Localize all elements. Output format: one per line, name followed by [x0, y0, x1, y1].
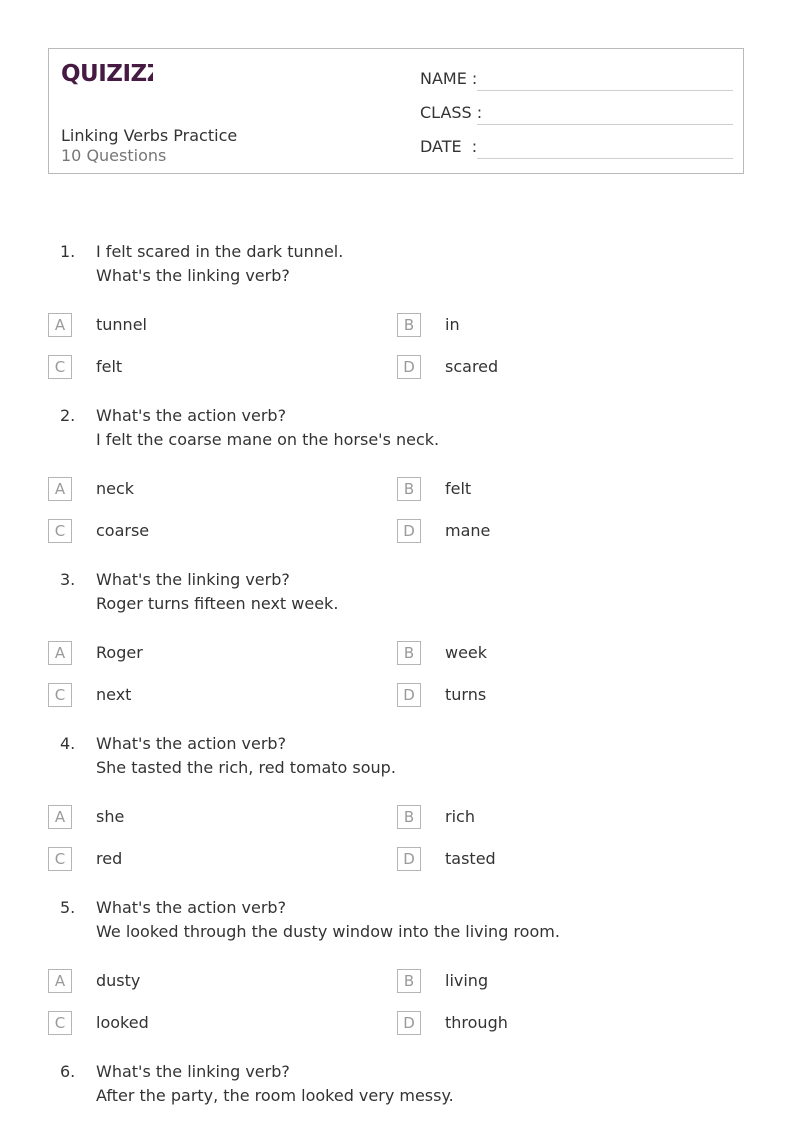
option-text: scared: [445, 357, 499, 376]
class-line[interactable]: [477, 124, 733, 125]
option-letter-box[interactable]: C: [48, 355, 72, 379]
option-letter-box[interactable]: D: [397, 519, 421, 543]
option-letter-box[interactable]: A: [48, 313, 72, 337]
option-letter-box[interactable]: A: [48, 641, 72, 665]
option-text: through: [445, 1013, 508, 1032]
question-count: 10 Questions: [61, 146, 167, 165]
question-line-1: What's the action verb?: [96, 734, 287, 753]
option-text: in: [445, 315, 460, 334]
option-text: week: [445, 643, 488, 662]
question-number: 2.: [60, 406, 76, 425]
option-letter-box[interactable]: C: [48, 519, 72, 543]
option-letter-box[interactable]: A: [48, 477, 72, 501]
option-letter-box[interactable]: B: [397, 477, 421, 501]
option-letter-box[interactable]: A: [48, 805, 72, 829]
question-line-1: What's the action verb?: [96, 898, 287, 917]
option-text: turns: [445, 685, 487, 704]
date-field[interactable]: [420, 137, 477, 156]
option-text: tunnel: [96, 315, 147, 334]
option-text: felt: [96, 357, 123, 376]
option-letter-box[interactable]: B: [397, 641, 421, 665]
option-text: neck: [96, 479, 135, 498]
option-text: living: [445, 971, 489, 990]
question-line-2: She tasted the rich, red tomato soup.: [96, 758, 396, 777]
question-line-1: What's the action verb?: [96, 406, 287, 425]
question-line-2: I felt the coarse mane on the horse's neck.: [96, 430, 440, 449]
date-line[interactable]: [477, 158, 733, 159]
worksheet-title: Linking Verbs Practice: [61, 126, 238, 145]
option-text: red: [96, 849, 123, 868]
option-text: Roger: [96, 643, 143, 662]
option-text: looked: [96, 1013, 149, 1032]
quizizz-logo: [61, 59, 153, 91]
option-text: mane: [445, 521, 491, 540]
option-text: dusty: [96, 971, 141, 990]
question-line-2: After the party, the room looked very messy.: [96, 1086, 454, 1105]
question-line-1: What's the linking verb?: [96, 570, 290, 589]
option-letter-box[interactable]: C: [48, 1011, 72, 1035]
option-letter-box[interactable]: C: [48, 847, 72, 871]
question-line-1: I felt scared in the dark tunnel.: [96, 242, 344, 261]
date-label: DATE :: [420, 137, 478, 156]
name-line[interactable]: [477, 90, 733, 91]
option-letter-box[interactable]: C: [48, 683, 72, 707]
option-letter-box[interactable]: B: [397, 805, 421, 829]
name-field[interactable]: [420, 69, 477, 88]
option-letter-box[interactable]: D: [397, 1011, 421, 1035]
option-text: tasted: [445, 849, 496, 868]
question-line-1: What's the linking verb?: [96, 1062, 290, 1081]
option-text: felt: [445, 479, 472, 498]
quizizz-logo-graphic: [61, 59, 153, 87]
question-line-2: What's the linking verb?: [96, 266, 290, 285]
question-number: 4.: [60, 734, 76, 753]
option-letter-box[interactable]: B: [397, 969, 421, 993]
class-label: CLASS :: [420, 103, 483, 122]
class-field[interactable]: [420, 103, 482, 122]
logo-text: QUIZIZZ: [61, 61, 153, 87]
option-letter-box[interactable]: D: [397, 355, 421, 379]
option-letter-box[interactable]: D: [397, 683, 421, 707]
option-letter-box[interactable]: B: [397, 313, 421, 337]
option-letter-box[interactable]: A: [48, 969, 72, 993]
question-number: 3.: [60, 570, 76, 589]
name-label: NAME :: [420, 69, 478, 88]
question-number: 1.: [60, 242, 76, 261]
option-letter-box[interactable]: D: [397, 847, 421, 871]
question-line-2: We looked through the dusty window into the living room.: [96, 922, 560, 941]
option-text: coarse: [96, 521, 150, 540]
worksheet-header: [48, 48, 744, 174]
option-text: she: [96, 807, 125, 826]
question-number: 5.: [60, 898, 76, 917]
option-text: next: [96, 685, 132, 704]
question-number: 6.: [60, 1062, 76, 1081]
question-line-2: Roger turns fifteen next week.: [96, 594, 339, 613]
option-text: rich: [445, 807, 475, 826]
